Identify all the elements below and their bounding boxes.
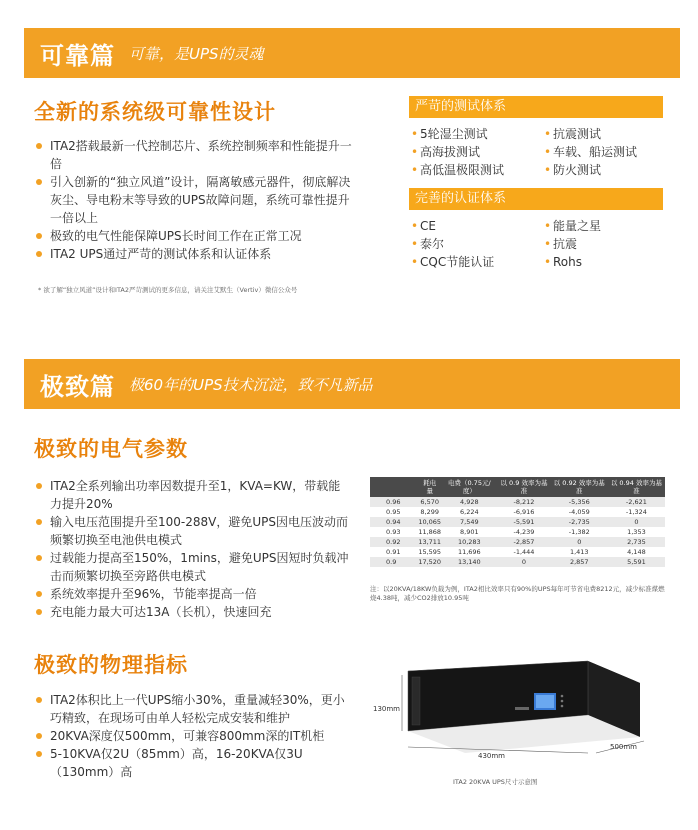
list-item: 系统效率提升至96%，节能率提高一倍	[34, 585, 352, 603]
table-cell: 4,148	[627, 548, 646, 556]
table-cell: -2,857	[497, 537, 550, 547]
certification-title: 完善的认证体系	[409, 188, 663, 210]
list-item: ITA2体积比上一代UPS缩小30%，重量减轻30%，更小巧精致，在现场可由单人轻松完成安装和维护	[34, 691, 352, 727]
list-item: • 能量之星	[543, 217, 663, 235]
heading-reliability-design: 全新的系统级可靠性设计	[34, 100, 276, 124]
list-item: ITA2搭载最新一代控制芯片、系统控制频率和性能提升一倍	[34, 137, 352, 173]
list-item: ITA2 UPS通过严苛的测试体系和认证体系	[34, 245, 352, 263]
table-note	[370, 585, 666, 603]
table-header	[370, 477, 418, 497]
table-cell: 0.92	[370, 537, 418, 547]
list-item: 输入电压范围提升至100-288V，避免UPS因电压波动而频繁切换至电池供电模式	[34, 513, 352, 549]
table-cell: 6,224	[460, 508, 479, 516]
list-item: • 抗震测试	[543, 125, 663, 143]
table-cell: 11,868	[418, 528, 442, 536]
section-banner-reliability	[24, 28, 680, 78]
list-item: 充电能力最大可达13A（长机），快速回充	[34, 603, 352, 621]
table-row	[370, 497, 665, 507]
list-item: • Rohs	[543, 253, 663, 271]
list-item: • 抗震	[543, 235, 663, 253]
table-cell: -2,735	[551, 517, 608, 527]
table-cell: 7,549	[441, 517, 497, 527]
list-item: ITA2全系列输出功率因数提升至1，KVA=KW，带载能力提升20%	[34, 477, 352, 513]
section-title: 可靠篇	[40, 41, 115, 70]
table-cell: 2,857	[551, 557, 608, 567]
table-cell: -4,239	[513, 528, 535, 536]
table-note-label: 注：	[370, 585, 383, 593]
table-cell: 13,711	[418, 538, 442, 546]
dimension-depth-label: 500mm	[610, 743, 637, 751]
test-items-grid	[410, 125, 664, 179]
list-item: 引入创新的“独立风道”设计，隔离敏感元器件，彻底解决灰尘、导电粉末等导致的UPS故障问题，系统可靠性提升一倍以上	[34, 173, 352, 227]
figure-caption: ITA2 20KVA UPS尺寸示意图	[453, 778, 538, 786]
table-cell: -4,059	[568, 508, 590, 516]
table-cell: 0.96	[370, 497, 418, 507]
table-cell: 8,901	[460, 528, 479, 536]
table-cell: 6,570	[418, 497, 441, 507]
table-row	[370, 547, 665, 557]
table-cell: -2,621	[608, 497, 665, 507]
table-cell: 11,696	[457, 548, 481, 556]
table-cell: 10,283	[441, 537, 497, 547]
table-cell: -8,212	[497, 497, 550, 507]
section-banner-excellence	[24, 359, 680, 409]
reliability-bullet-list	[34, 137, 352, 263]
table-cell: -1,382	[568, 528, 590, 536]
section-subtitle: 可靠，是UPS的灵魂	[129, 44, 264, 63]
table-row	[370, 517, 665, 527]
list-item: • 5轮湿尘测试	[410, 125, 543, 143]
table-cell: 10,065	[418, 518, 442, 526]
footnote: * 欲了解“独立风道”设计和ITA2严苛测试的更多信息，请关注艾默生（Vertiv）微信公众号	[38, 286, 298, 294]
table-cell: 0.91	[386, 548, 401, 556]
table-cell: -5,356	[551, 497, 608, 507]
table-cell: 0.9	[370, 557, 418, 567]
heading-electrical-params: 极致的电气参数	[34, 437, 188, 461]
list-item: 5-10KVA仅2U（85mm）高，16-20KVA仅3U（130mm）高	[34, 745, 352, 781]
table-cell: 0	[497, 557, 550, 567]
electrical-bullet-list	[34, 477, 352, 621]
list-item: • 高低温极限测试	[410, 161, 543, 179]
table-cell: 5,591	[608, 557, 665, 567]
table-note-text: 以20KVA/18KW负载为例，ITA2相比效率只有90%的UPS每年可节省电费8212元，减少标准煤燃烧4.38吨，减少CO2排放10.95吨	[370, 585, 665, 602]
table-cell: 0.93	[386, 528, 401, 536]
table-header: 以 0.92 效率为基准	[551, 477, 608, 497]
certification-items-grid	[410, 217, 664, 271]
ups-dimension-figure	[370, 655, 670, 785]
list-item: 过载能力提高至150%，1mins，避免UPS因短时负载冲击而频繁切换至旁路供电模式	[34, 549, 352, 585]
table-cell: 1,353	[627, 528, 646, 536]
table-cell: 4,928	[441, 497, 497, 507]
list-item: 极致的电气性能保障UPS长时间工作在正常工况	[34, 227, 352, 245]
table-cell: 15,595	[418, 548, 442, 556]
table-header: 耗电量	[418, 477, 441, 497]
table-header-row	[370, 477, 665, 497]
table-row	[370, 527, 665, 537]
list-item: • 车载、船运测试	[543, 143, 663, 161]
table-cell: 17,520	[418, 558, 442, 566]
test-system-title: 严苛的测试体系	[409, 96, 663, 118]
list-item: • CQC节能认证	[410, 253, 543, 271]
table-cell: 0	[551, 537, 608, 547]
dimension-width-label: 430mm	[478, 752, 505, 760]
table-cell: -6,916	[513, 508, 535, 516]
table-header: 电费（0.75元/度）	[441, 477, 497, 497]
table-row	[370, 507, 665, 517]
list-item: • CE	[410, 217, 543, 235]
table-cell: 2,735	[608, 537, 665, 547]
list-item: • 防火测试	[543, 161, 663, 179]
heading-physical-specs: 极致的物理指标	[34, 653, 188, 677]
table-cell: 13,140	[441, 557, 497, 567]
section-subtitle: 极60年的UPS技术沉淀，致不凡新品	[129, 375, 373, 394]
list-item: • 高海拔测试	[410, 143, 543, 161]
physical-bullet-list	[34, 691, 352, 781]
section-title: 极致篇	[40, 372, 115, 401]
efficiency-table	[370, 477, 665, 567]
table-cell: 8,299	[420, 508, 439, 516]
table-row	[370, 557, 665, 567]
dimension-height-label: 130mm	[373, 705, 400, 713]
table-cell: 0	[608, 517, 665, 527]
list-item: • 泰尔	[410, 235, 543, 253]
table-cell: 0.94	[370, 517, 418, 527]
table-cell: -5,591	[497, 517, 550, 527]
table-row	[370, 537, 665, 547]
table-cell: -1,444	[513, 548, 535, 556]
list-item: 20KVA深度仅500mm，可兼容800mm深的IT机柜	[34, 727, 352, 745]
table-header: 以 0.94 效率为基准	[608, 477, 665, 497]
table-cell: -1,324	[625, 508, 647, 516]
table-cell: 1,413	[569, 548, 589, 556]
table-header: 以 0.9 效率为基准	[497, 477, 550, 497]
table-cell: 0.95	[386, 508, 401, 516]
